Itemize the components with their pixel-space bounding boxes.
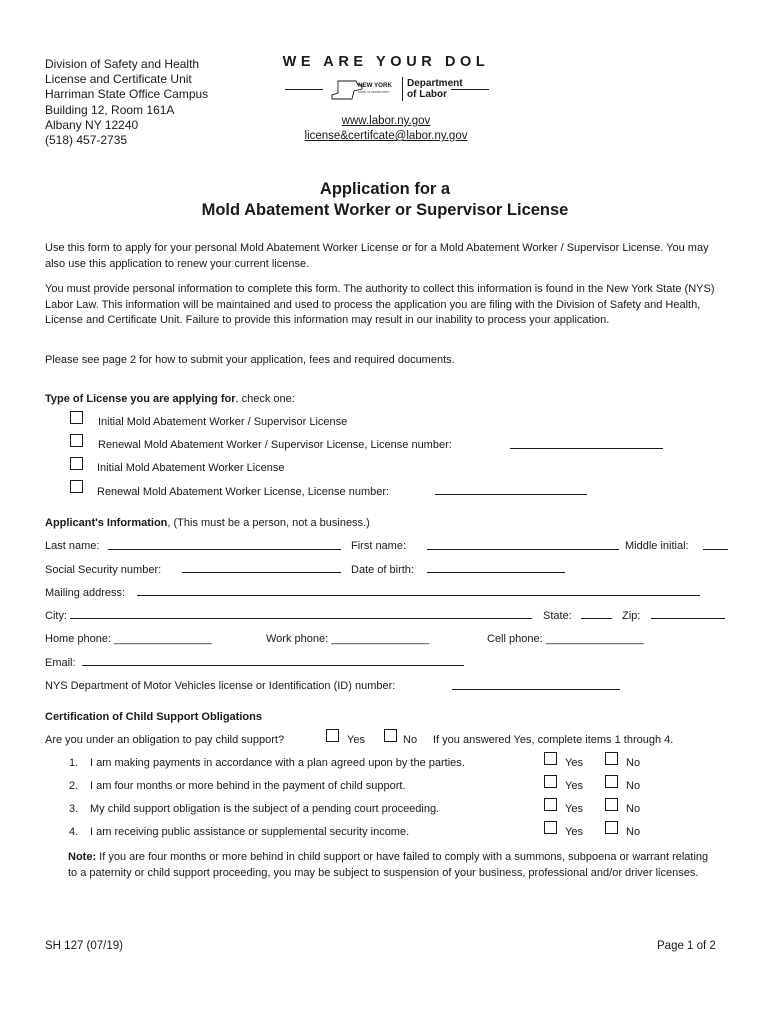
address-line: Albany NY 12240 xyxy=(45,117,139,132)
license-option-label-1: Initial Mold Abatement Worker / Supervisor License xyxy=(98,416,348,428)
child-support-no-checkbox[interactable] xyxy=(384,729,397,742)
address-line: Harriman State Office Campus xyxy=(45,87,209,102)
item-no-label: No xyxy=(626,780,641,792)
zip-label: Zip: xyxy=(622,610,641,622)
dol-tagline: WE ARE YOUR DOL xyxy=(282,54,490,70)
logo-rule-left xyxy=(285,89,323,90)
child-support-yes-checkbox[interactable] xyxy=(326,729,339,742)
item-number: 4. xyxy=(69,826,79,838)
ssn-label: Social Security number: xyxy=(45,564,162,576)
item-1-no-checkbox[interactable] xyxy=(605,752,618,765)
dmv-id-field[interactable] xyxy=(452,689,620,690)
mailing-address-field[interactable] xyxy=(137,595,700,596)
child-support-instruction: If you answered Yes, complete items 1 through 4. xyxy=(433,734,674,746)
item-yes-label: Yes xyxy=(565,826,583,838)
city-field[interactable] xyxy=(70,618,532,619)
license-option-label-3: Initial Mold Abatement Worker License xyxy=(97,462,285,474)
child-support-yes-label: Yes xyxy=(347,734,365,746)
cell-phone-field[interactable]: Cell phone: ________________ xyxy=(487,633,644,645)
website-link[interactable]: www.labor.ny.gov xyxy=(341,115,431,127)
logo-rule-right xyxy=(451,89,489,90)
item-3-yes-checkbox[interactable] xyxy=(544,798,557,811)
note-label: Note: xyxy=(68,851,97,863)
item-text: I am four months or more behind in the payment of child support. xyxy=(90,780,406,792)
item-no-label: No xyxy=(626,826,641,838)
child-support-note xyxy=(68,850,718,881)
license-type-heading xyxy=(45,392,295,406)
last-name-field[interactable] xyxy=(108,549,341,550)
middle-initial-field[interactable] xyxy=(703,549,728,550)
address-line: (518) 457-2735 xyxy=(45,133,128,148)
home-phone-field[interactable]: Home phone: ________________ xyxy=(45,633,212,645)
privacy-paragraph: You must provide personal information to complete this form. The authority to collect this information is found in the New York State (NYS) Labor Law. This information will be maintained and used to process the application you are filing with the Division of Safety and Health, License and Certificate Unit. Failure to provide this information may result in our inability to process your application. xyxy=(45,283,715,326)
form-id: SH 127 (07/19) xyxy=(45,940,123,952)
item-no-label: No xyxy=(626,803,641,815)
first-name-label: First name: xyxy=(351,540,407,552)
agency-address xyxy=(45,57,208,148)
applicant-heading-suffix: , (This must be a person, not a business.) xyxy=(167,517,370,529)
item-text: I am making payments in accordance with a plan agreed upon by the parties. xyxy=(90,757,465,769)
page-number: Page 1 of 2 xyxy=(657,940,716,952)
license-option-checkbox-4[interactable] xyxy=(70,480,83,493)
item-1-yes-checkbox[interactable] xyxy=(544,752,557,765)
email-label: Email: xyxy=(45,657,76,669)
dob-field[interactable] xyxy=(427,572,565,573)
last-name-label: Last name: xyxy=(45,540,100,552)
city-label: City: xyxy=(45,610,67,622)
license-option-label-2: Renewal Mold Abatement Worker / Supervisor License, License number: xyxy=(98,439,452,451)
license-type-heading-suffix: , check one: xyxy=(235,393,295,405)
ssn-field[interactable] xyxy=(182,572,341,573)
item-number: 2. xyxy=(69,780,79,792)
dol-logo-block xyxy=(268,54,504,144)
zip-field[interactable] xyxy=(651,618,725,619)
logo-divider xyxy=(402,77,403,101)
item-yes-label: Yes xyxy=(565,780,583,792)
state-label: State: xyxy=(543,610,572,622)
email-link[interactable]: license&certifcate@labor.ny.gov xyxy=(304,130,468,142)
nys-dol-logo xyxy=(268,76,504,104)
first-name-field[interactable] xyxy=(427,549,619,550)
item-3-no-checkbox[interactable] xyxy=(605,798,618,811)
form-title-line1: Application for a xyxy=(319,180,451,198)
license-type-heading-bold: Type of License you are applying for xyxy=(45,393,236,405)
applicant-heading xyxy=(45,516,370,530)
logo-dept-line: Department xyxy=(407,78,463,89)
contact-links xyxy=(268,114,504,144)
note-text: If you are four months or more behind in child support or have failed to comply with a summons, subpoena or warrant relating to a paternity or child support proceeding, you may be subject to suspension of your business, professional and/or driver licenses. xyxy=(68,851,709,879)
child-support-question: Are you under an obligation to pay child support? xyxy=(45,734,285,746)
middle-initial-label: Middle initial: xyxy=(625,540,689,552)
item-number: 1. xyxy=(69,757,79,769)
item-yes-label: Yes xyxy=(565,757,583,769)
worker-license-number-field[interactable] xyxy=(435,494,587,495)
item-text: My child support obligation is the subject of a pending court proceeding. xyxy=(90,803,440,815)
item-yes-label: Yes xyxy=(565,803,583,815)
logo-state-subtext: STATE OF OPPORTUNITY. xyxy=(358,91,391,94)
nys-state-logo-icon xyxy=(328,77,398,103)
applicant-heading-bold: Applicant's Information xyxy=(45,517,168,529)
address-line: Division of Safety and Health xyxy=(45,57,200,71)
child-support-no-label: No xyxy=(403,734,418,746)
logo-dept-line: of Labor xyxy=(407,89,447,100)
work-phone-field[interactable]: Work phone: ________________ xyxy=(266,633,430,645)
child-support-heading: Certification of Child Support Obligations xyxy=(45,711,262,723)
item-2-no-checkbox[interactable] xyxy=(605,775,618,788)
intro-paragraph: Use this form to apply for your personal Mold Abatement Worker License or for a Mold Abatement Worker / Supervisor License. You may also use this application to renew your current license. xyxy=(45,242,709,270)
item-2-yes-checkbox[interactable] xyxy=(544,775,557,788)
mailing-address-label: Mailing address: xyxy=(45,587,126,599)
item-text: I am receiving public assistance or supplemental security income. xyxy=(90,826,410,838)
license-option-label-4: Renewal Mold Abatement Worker License, License number: xyxy=(97,486,390,498)
license-option-checkbox-3[interactable] xyxy=(70,457,83,470)
item-no-label: No xyxy=(626,757,641,769)
dmv-id-label: NYS Department of Motor Vehicles license or Identification (ID) number: xyxy=(45,680,396,692)
license-option-checkbox-1[interactable] xyxy=(70,411,83,424)
submission-paragraph: Please see page 2 for how to submit your application, fees and required documents. xyxy=(45,354,455,366)
form-title-line2: Mold Abatement Worker or Supervisor License xyxy=(201,201,569,219)
email-field[interactable] xyxy=(82,665,464,666)
license-option-checkbox-2[interactable] xyxy=(70,434,83,447)
address-line: License and Certificate Unit xyxy=(45,72,192,87)
ws-license-number-field[interactable] xyxy=(510,448,663,449)
dob-label: Date of birth: xyxy=(351,564,414,576)
address-line: Building 12, Room 161A xyxy=(45,102,175,117)
logo-state-text: NEW YORK xyxy=(358,82,392,89)
state-field[interactable] xyxy=(581,618,612,619)
item-4-no-checkbox[interactable] xyxy=(605,821,618,834)
item-number: 3. xyxy=(69,803,79,815)
item-4-yes-checkbox[interactable] xyxy=(544,821,557,834)
